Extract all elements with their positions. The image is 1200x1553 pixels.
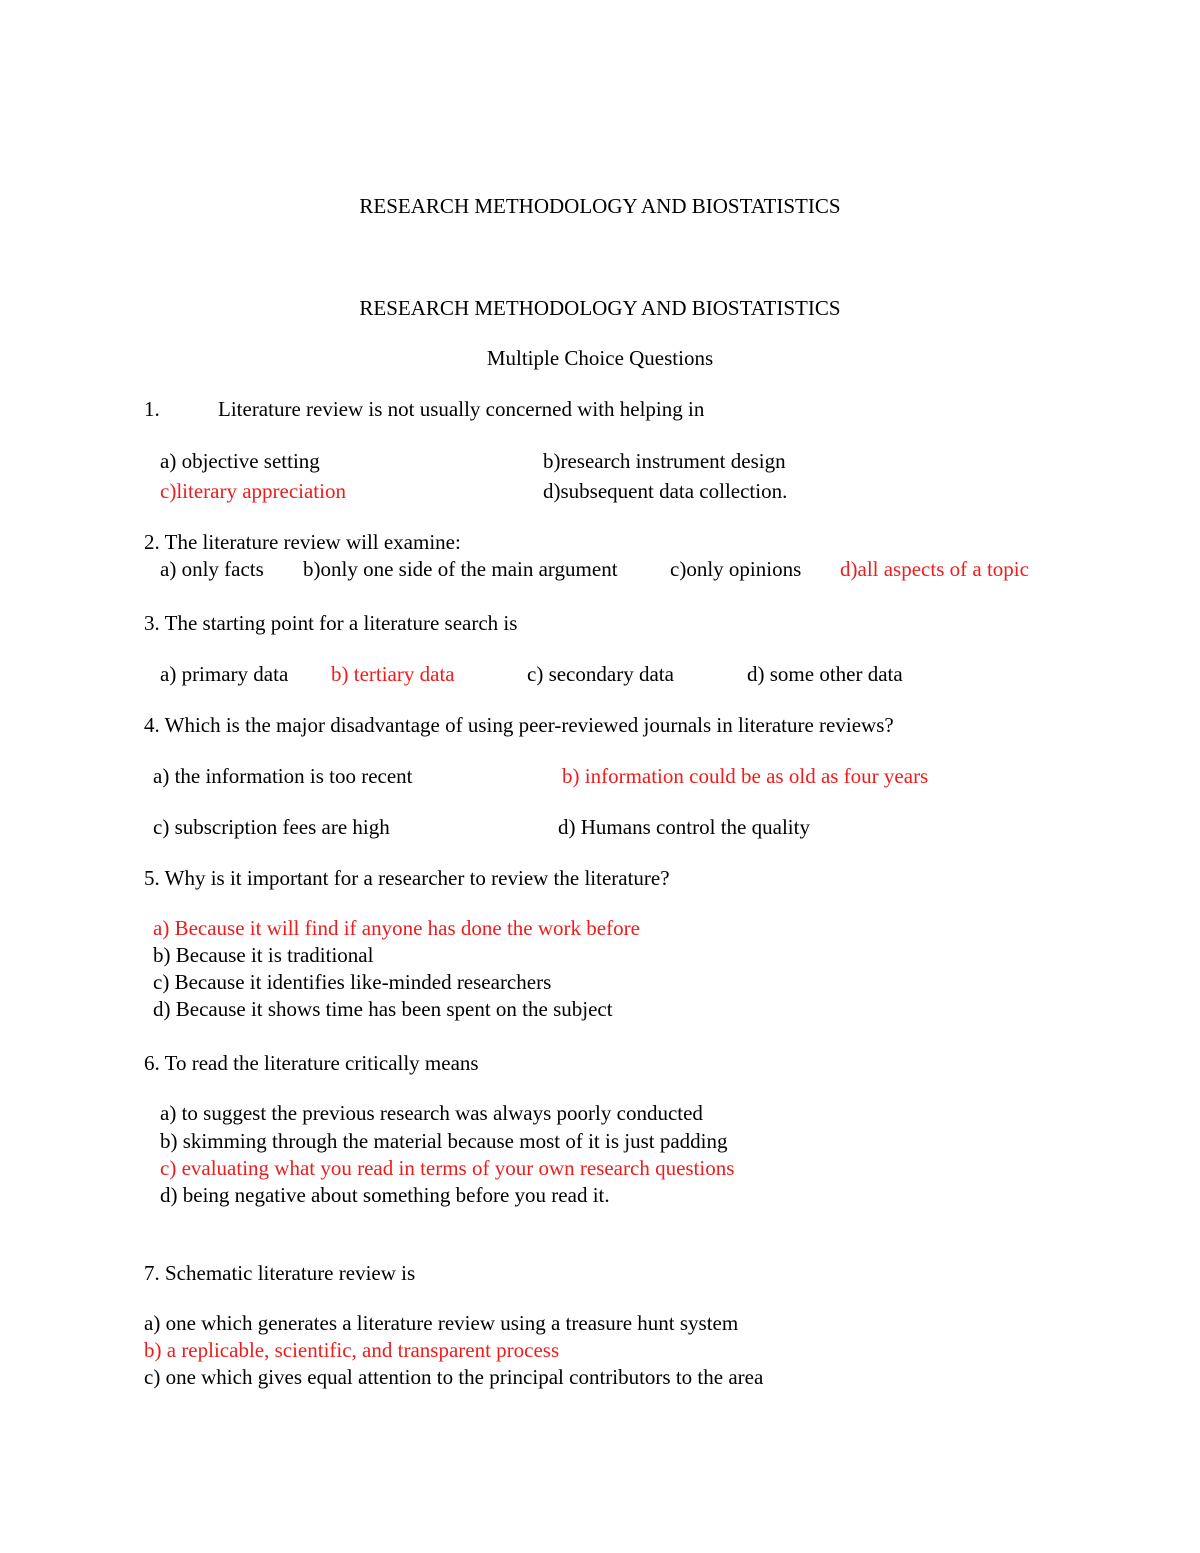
option-a: a) the information is too recent — [153, 764, 413, 788]
option-b-correct-answer: b) a replicable, scientific, and transparent process — [144, 1338, 560, 1362]
option-d: d) some other data — [747, 662, 903, 686]
option-b: b) skimming through the material because most of it is just padding — [160, 1129, 728, 1153]
option-d: d) Because it shows time has been spent on the subject — [153, 997, 613, 1021]
question-text: 5. Why is it important for a researcher to review the literature? — [144, 866, 670, 890]
question-text: 4. Which is the major disadvantage of using peer-reviewed journals in literature reviews? — [144, 713, 894, 737]
question-text: 6. To read the literature critically means — [144, 1051, 479, 1075]
option-a: a) one which generates a literature review using a treasure hunt system — [144, 1311, 739, 1335]
option-b: b)research instrument design — [543, 449, 786, 473]
option-c: c) secondary data — [527, 662, 674, 686]
option-b: b)only one side of the main argument — [303, 557, 618, 581]
question-text: 7. Schematic literature review is — [144, 1261, 416, 1285]
option-b-correct-answer: b) information could be as old as four years — [562, 764, 929, 788]
option-d-correct-answer: d)all aspects of a topic — [840, 557, 1029, 581]
question-text: Literature review is not usually concerned with helping in — [218, 397, 705, 421]
option-a: a) objective setting — [160, 449, 320, 473]
option-c-correct-answer: c)literary appreciation — [160, 479, 346, 503]
question-number: 1. — [144, 397, 160, 421]
option-c: c) subscription fees are high — [153, 815, 390, 839]
option-d: d)subsequent data collection. — [543, 479, 788, 503]
option-c: c)only opinions — [670, 557, 802, 581]
page-title: RESEARCH METHODOLOGY AND BIOSTATISTICS — [359, 296, 841, 320]
option-c-correct-answer: c) evaluating what you read in terms of your own research questions — [160, 1156, 735, 1180]
option-c: c) one which gives equal attention to the principal contributors to the area — [144, 1365, 764, 1389]
option-b-correct-answer: b) tertiary data — [331, 662, 455, 686]
header-title: RESEARCH METHODOLOGY AND BIOSTATISTICS — [359, 194, 841, 218]
option-b: b) Because it is traditional — [153, 943, 374, 967]
page-subtitle: Multiple Choice Questions — [486, 346, 714, 370]
option-a-correct-answer: a) Because it will find if anyone has done the work before — [153, 916, 640, 940]
question-text: 2. The literature review will examine: — [144, 530, 461, 554]
question-text: 3. The starting point for a literature search is — [144, 611, 518, 635]
option-a: a) primary data — [160, 662, 289, 686]
option-c: c) Because it identifies like-minded researchers — [153, 970, 552, 994]
option-a: a) only facts — [160, 557, 264, 581]
option-d: d) being negative about something before you read it. — [160, 1183, 610, 1207]
option-d: d) Humans control the quality — [558, 815, 810, 839]
option-a: a) to suggest the previous research was always poorly conducted — [160, 1101, 703, 1125]
